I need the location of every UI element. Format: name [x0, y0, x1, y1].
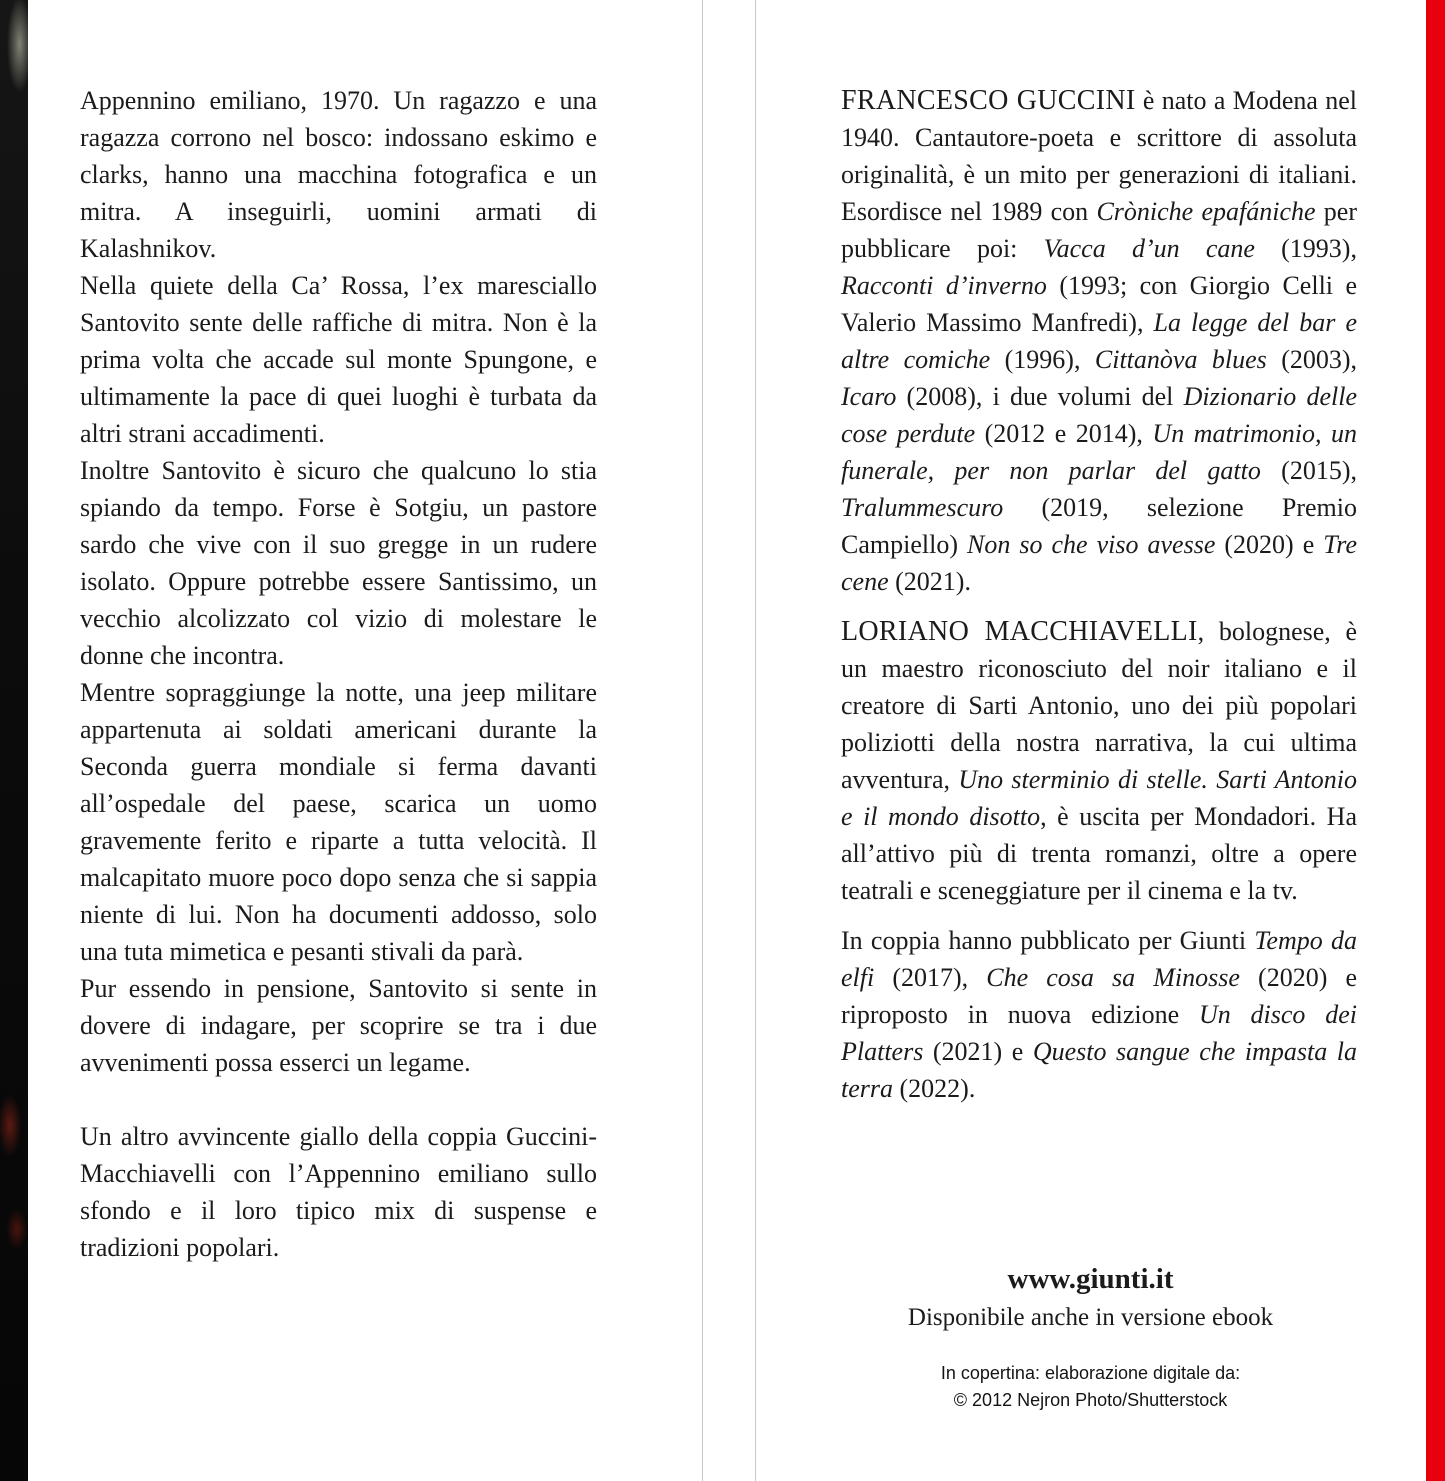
left-flap-page — [28, 0, 703, 1481]
bio-macchiavelli-paragraph: LORIANO MACCHIAVELLI, bolognese, è un maestro riconosciuto del noir italiano e il creatore di Sarti Antonio, uno dei più popolari poliziotti della nostra narrativa, la cui ultima avventura, Uno sterminio di stelle. Sarti Antonio e il mondo disotto, è uscita per Mondadori. Ha all’attivo più di trenta romanzi, oltre a opere teatrali e sceneggiature per il cinema e la tv. — [841, 616, 1357, 905]
synopsis-paragraph: Nella quiete della Ca’ Rossa, l’ex maresciallo Santovito sente delle raffiche di mitra. Non è la prima volta che accade sul monte Spungone, e ultimamente la pace di quei luoghi è turbata da altri strani accadimenti. — [80, 271, 597, 448]
cover-photo-edge — [0, 0, 28, 1481]
cover-credit-line: © 2012 Nejron Photo/Shutterstock — [953, 1390, 1228, 1410]
author-bios-block — [841, 82, 1357, 1107]
ebook-availability-note: Disponibile anche in versione ebook — [907, 1304, 1274, 1331]
synopsis-paragraph: Mentre sopraggiunge la notte, una jeep militare appartenuta ai soldati americani durante la Seconda guerra mondiale si ferma davanti all’ospedale del paese, scarica un uomo gravemente ferito e riparte a tutta velocità. Il malcapitato muore poco dopo senza che si sappia niente di lui. Non ha documenti addosso, solo una tuta mimetica e pesanti stivali da parà. — [80, 678, 597, 966]
flap-footer — [756, 1262, 1425, 1414]
cover-credit-line: In copertina: elaborazione digitale da: — [940, 1363, 1241, 1383]
publisher-website: www.giunti.it — [1007, 1263, 1174, 1295]
synopsis-paragraph: Inoltre Santovito è sicuro che qualcuno lo stia spiando da tempo. Forse è Sotgiu, un pastore sardo che vive con il suo gregge in un rudere isolato. Oppure potrebbe essere Santissimo, un vecchio alcolizzato col vizio di molestare le donne che incontra. — [80, 456, 597, 670]
synopsis-paragraph: Appennino emiliano, 1970. Un ragazzo e una ragazza corrono nel bosco: indossano eskimo e clarks, hanno una macchina fotografica e un mitra. A inseguirli, uomini armati di Kalashnikov. — [80, 86, 597, 263]
synopsis-paragraph: Pur essendo in pensione, Santovito si sente in dovere di indagare, per scoprire se tra i due avvenimenti possa esserci un legame. — [80, 974, 597, 1077]
cover-credit — [756, 1360, 1425, 1414]
bio-guccini-paragraph: FRANCESCO GUCCINI è nato a Modena nel 1940. Cantautore-poeta e scrittore di assoluta originalità, è un mito per generazioni di italiani. Esordisce nel 1989 con Cròniche epafániche per pubblicare poi: Vacca d’un cane (1993), Racconti d’inverno (1993; con Giorgio Celli e Valerio Massimo Manfredi), La legge del bar e altre comiche (1996), Cittanòva blues (2003), Icaro (2008), i due volumi del Dizionario delle cose perdute (2012 e 2014), Un matrimonio, un funerale, per non parlar del gatto (2015), Tralummescuro (2019, selezione Premio Campiello) Non so che viso avesse (2020) e Tre cene (2021). — [841, 85, 1358, 596]
synopsis-closing-paragraph: Un altro avvincente giallo della coppia Guccini-Macchiavelli con l’Appennino emiliano sullo sfondo e il loro tipico mix di suspense e tradizioni popolari. — [80, 1122, 597, 1262]
right-flap-page — [755, 0, 1425, 1481]
synopsis-block — [80, 82, 597, 1266]
spine-red-strip — [1426, 0, 1445, 1481]
joint-publications-paragraph: In coppia hanno pubblicato per Giunti Tempo da elfi (2017), Che cosa sa Minosse (2020) e riproposto in nuova edizione Un disco dei Platters (2021) e Questo sangue che impasta la terra (2022). — [841, 926, 1357, 1103]
